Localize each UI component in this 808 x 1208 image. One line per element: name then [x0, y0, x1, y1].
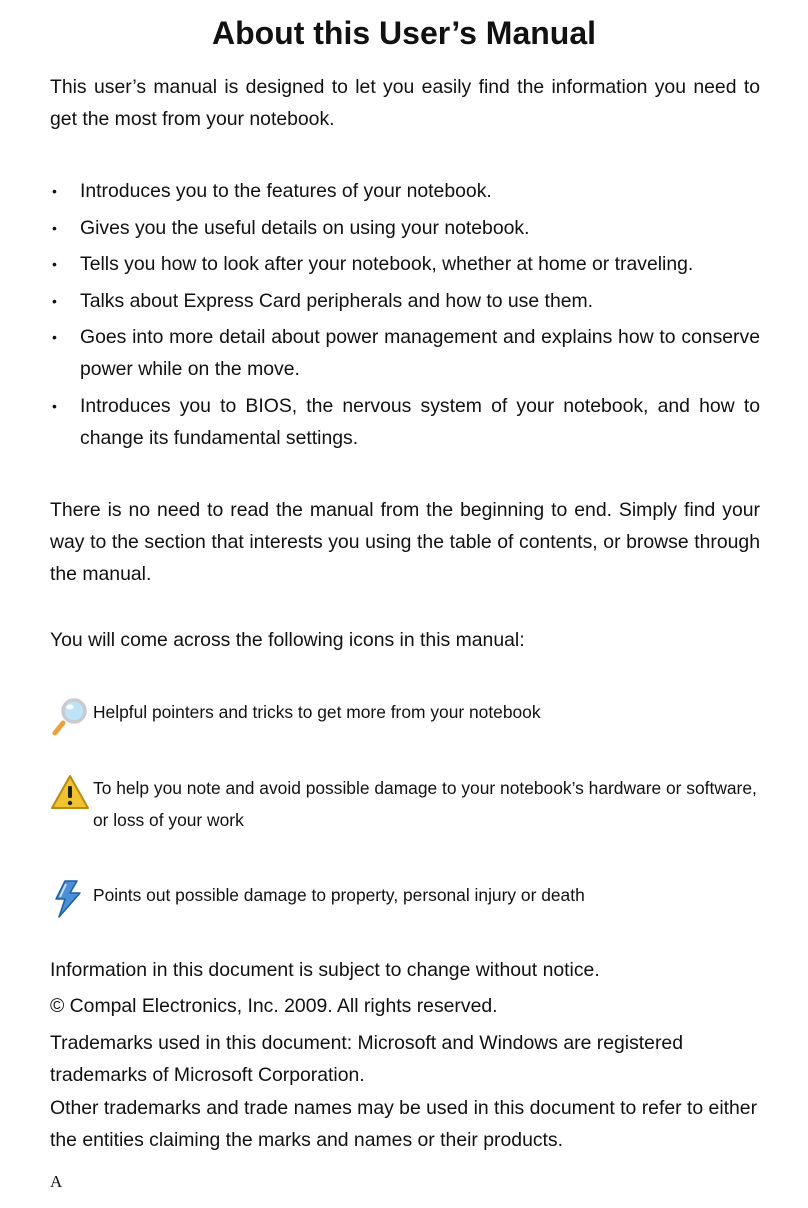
bullet-icon: •: [52, 329, 57, 345]
trademark-notice: Trademarks used in this document: Microsoft and Windows are registered trademarks of Microsoft Corporation.: [50, 1032, 683, 1086]
list-item: [50, 212, 760, 244]
list-item-text: Tells you how to look after your notebook, whether at home or traveling.: [80, 253, 694, 275]
feature-list: [50, 175, 760, 458]
change-notice: Information in this document is subject to change without notice.: [50, 959, 600, 981]
bullet-icon: •: [52, 183, 57, 199]
page-title: About this User’s Manual: [211, 15, 597, 51]
list-item: [50, 285, 760, 317]
list-item: [50, 248, 760, 280]
list-item: [50, 175, 760, 207]
bullet-icon: •: [52, 292, 57, 309]
bullet-icon: •: [52, 397, 57, 414]
tip-note-text: Helpful pointers and tricks to get more from your notebook: [93, 702, 541, 722]
list-item-text: Introduces you to BIOS, the nervous system of your notebook, and how to change its fundamental settings.: [80, 394, 760, 449]
list-item-text: Talks about Express Card peripherals and how to use them.: [80, 289, 594, 312]
list-item-text: Goes into more detail about power management and explains how to conserve power while on the move.: [80, 326, 760, 380]
list-item: [50, 321, 760, 385]
copyright-notice: © Compal Electronics, Inc. 2009. All rights reserved.: [50, 995, 498, 1017]
page-number: A: [50, 1172, 63, 1191]
other-trademarks-notice: Other trademarks and trade names may be used in this document to refer to either the entities claiming the marks and names or their products.: [50, 1097, 758, 1151]
caution-triangle-icon: [50, 772, 90, 812]
intro-paragraph: This user’s manual is designed to let you easily find the information you need to get the most from your notebook.: [50, 76, 760, 130]
bullet-icon: •: [52, 256, 57, 272]
icons-intro-paragraph: You will come across the following icons in this manual:: [50, 629, 525, 651]
list-item-text: Gives you the useful details on using your notebook.: [80, 216, 530, 239]
magnifier-icon: [50, 696, 90, 736]
list-item: [50, 390, 760, 454]
navigation-paragraph: There is no need to read the manual from the beginning to end. Simply find your way to the section that interests you using the table of contents, or browse through the manual.: [50, 499, 760, 585]
bullet-icon: •: [52, 219, 57, 236]
lightning-bolt-icon: [50, 879, 90, 919]
caution-note-text: To help you note and avoid possible damage to your notebook’s hardware or software, or loss of your work: [93, 778, 757, 830]
warning-note-text: Points out possible damage to property, personal injury or death: [93, 885, 585, 905]
list-item-text: Introduces you to the features of your notebook.: [80, 180, 492, 202]
